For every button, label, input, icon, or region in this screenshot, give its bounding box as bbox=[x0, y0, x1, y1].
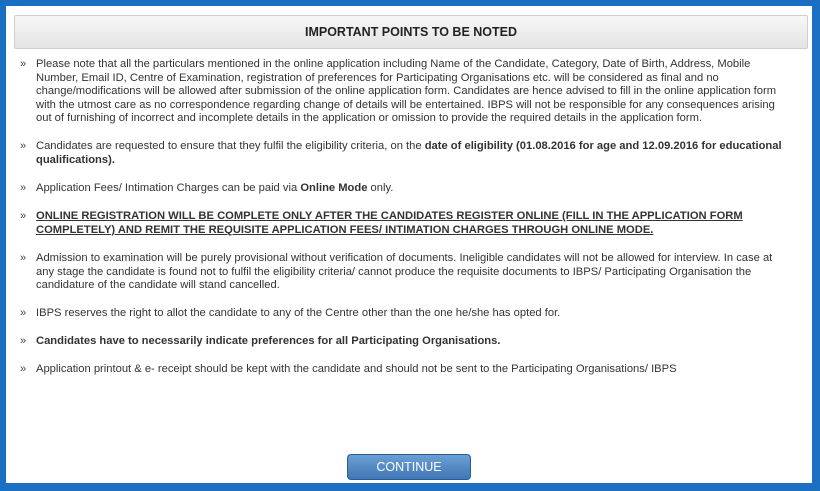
double-arrow-icon: » bbox=[20, 182, 27, 195]
point-item bbox=[20, 58, 792, 126]
point-item bbox=[20, 140, 792, 167]
point-text: Application Fees/ Intimation Charges can be paid via bbox=[36, 182, 301, 195]
point-text: Please note that all the particulars mentioned in the online application including Name of the Candidate, Category, Date of Birth, Address, Mobile Number, Email ID, Centre of Examination, registration of preferences for Participating Organisations etc. will be considered as final and no change/modifications will be allowed after submission of the online application form. Candidates are hence advised to fill in the online application form with the utmost care as no correspondence regarding change of details will be entertained. IBPS will not be responsible for any consequences arising out of furnishing of incorrect and incomplete details in the application or omission to provide the required details in the application form. bbox=[36, 58, 777, 125]
double-arrow-icon: » bbox=[20, 210, 27, 223]
point-text: only. bbox=[367, 182, 394, 195]
point-text: Candidates are requested to ensure that they fulfil the eligibility criteria, on the bbox=[36, 140, 425, 153]
point-item bbox=[20, 363, 792, 377]
points-list bbox=[20, 58, 792, 392]
point-item bbox=[20, 307, 792, 321]
registration-notice-text: ONLINE REGISTRATION WILL BE COMPLETE ONLY AFTER THE CANDIDATES REGISTER ONLINE (FILL IN THE APPLICATION FORM COMPLETELY) AND REMIT THE REQUISITE APPLICATION FEES/ INTIMATION CHARGES THROUGH ONLINE MODE. bbox=[36, 210, 743, 236]
point-item bbox=[20, 252, 792, 293]
continue-button[interactable]: CONTINUE bbox=[347, 454, 471, 480]
double-arrow-icon: » bbox=[20, 363, 27, 376]
double-arrow-icon: » bbox=[20, 140, 27, 153]
point-text: IBPS reserves the right to allot the candidate to any of the Centre other than the one he/she has opted for. bbox=[36, 307, 561, 320]
point-item bbox=[20, 210, 792, 237]
double-arrow-icon: » bbox=[20, 58, 27, 70]
point-text: Admission to examination will be purely provisional without verification of documents. Ineligible candidates will not be allowed for interview. In case at any stage the candidate is found not to fulfil the eligibility criteria/ cannot produce the requisite documents to IBPS/ Participating Organisation the candidature of the candidate will stand cancelled. bbox=[36, 251, 773, 292]
notice-header bbox=[14, 15, 808, 49]
eligibility-date-text: date of eligibility (01.08.2016 for age and 12.09.2016 for educational qualifications). bbox=[36, 140, 782, 167]
online-mode-text: Online Mode bbox=[300, 182, 368, 195]
notice-panel bbox=[6, 6, 812, 483]
double-arrow-icon: » bbox=[20, 251, 27, 264]
point-item bbox=[20, 335, 792, 349]
point-item bbox=[20, 182, 792, 196]
double-arrow-icon: » bbox=[20, 307, 27, 320]
notice-title: IMPORTANT POINTS TO BE NOTED bbox=[304, 25, 518, 39]
preferences-notice-text: Candidates have to necessarily indicate preferences for all Participating Organisations. bbox=[36, 335, 501, 348]
point-text: Application printout & e- receipt should be kept with the candidate and should not be sent to the Participating Organisations/ IBPS bbox=[36, 363, 677, 376]
double-arrow-icon: » bbox=[20, 335, 27, 348]
